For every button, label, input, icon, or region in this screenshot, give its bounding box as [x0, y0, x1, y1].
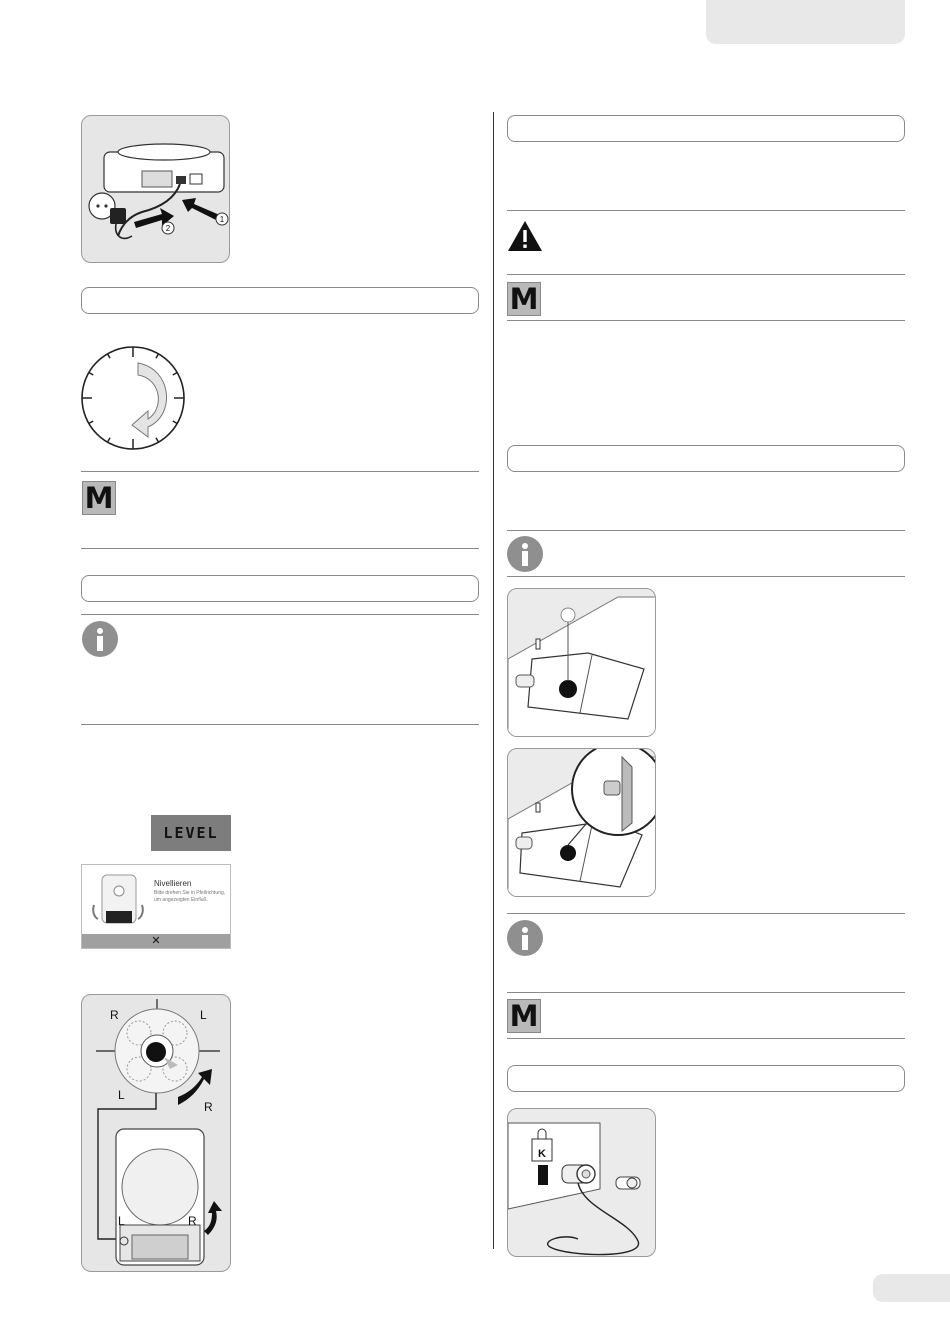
manual-mode-icon: M [507, 999, 541, 1033]
column-divider [493, 112, 494, 1249]
divider [81, 614, 479, 615]
divider [81, 548, 479, 549]
foot-left-label: L [118, 1214, 125, 1228]
divider [507, 1038, 905, 1039]
info-icon [507, 536, 543, 572]
dialog-title: Nivellieren [154, 879, 192, 888]
divider [81, 471, 479, 472]
pan-cover-figure [507, 588, 656, 737]
manual-mode-icon: M [507, 282, 541, 316]
section-header-box [507, 1065, 905, 1092]
divider [507, 274, 905, 275]
info-icon [507, 920, 543, 956]
rotate-left-label: L [200, 1008, 207, 1022]
svg-text:K: K [538, 1148, 546, 1160]
section-header-box [507, 445, 905, 472]
divider [81, 724, 479, 725]
section-header-box [507, 115, 905, 142]
rotate-left-label: L [118, 1088, 125, 1102]
divider [507, 576, 905, 577]
section-header-box [81, 287, 479, 314]
balance-icon [90, 871, 146, 931]
manual-mode-icon: M [82, 481, 116, 515]
callout-2: 2 [165, 224, 171, 233]
divider [507, 530, 905, 531]
divider [507, 210, 905, 211]
level-display: LEVEL [151, 815, 231, 851]
rotate-right-label: R [204, 1100, 213, 1114]
divider [507, 320, 905, 321]
leveling-dialog [81, 864, 231, 949]
page-number-tab [873, 1274, 950, 1302]
foot-right-label: R [188, 1214, 197, 1228]
warmup-clock-figure [80, 345, 186, 451]
warning-icon [507, 220, 543, 252]
dialog-close-button[interactable]: ✕ [82, 934, 230, 948]
section-header-box [81, 575, 479, 602]
leveling-figure [81, 994, 231, 1272]
divider [507, 992, 905, 993]
rotate-right-label: R [110, 1008, 119, 1022]
pan-detail-figure [507, 748, 656, 897]
power-connection-figure [81, 115, 230, 263]
info-icon [82, 621, 118, 657]
page-section-tab [706, 0, 905, 44]
dialog-text: Bitte drehen Sie in Pfeilrichtung, um angezeigten Einfluß. [154, 890, 226, 903]
callout-1: 1 [219, 215, 225, 224]
divider [507, 913, 905, 914]
security-lock-figure [507, 1108, 656, 1257]
